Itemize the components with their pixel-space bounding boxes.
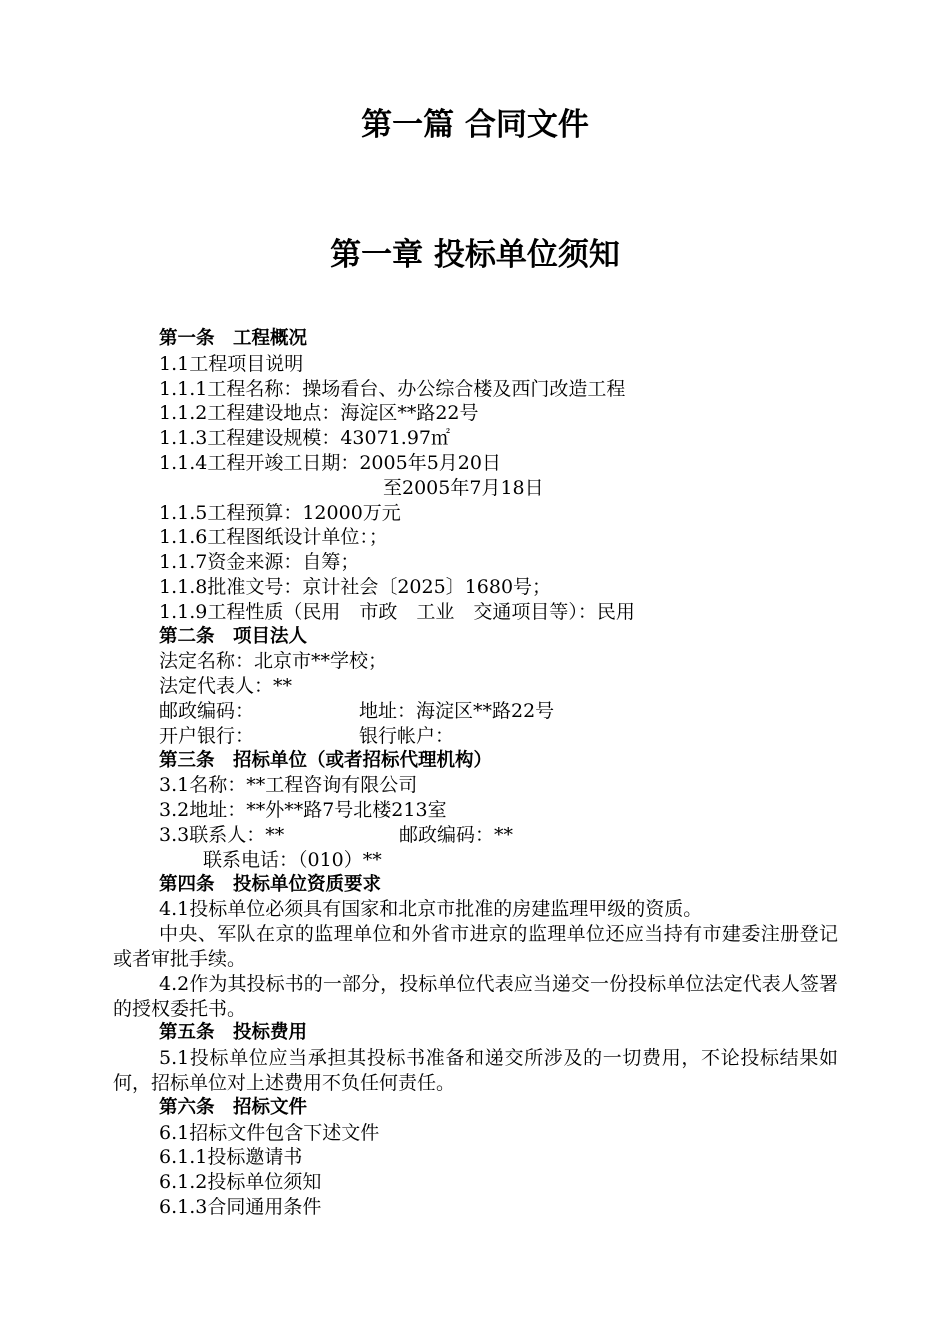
legal-representative: 法定代表人：** [159, 675, 293, 698]
tender-docs-intro: 6.1招标文件包含下述文件 [159, 1121, 380, 1144]
bidding-cost-paragraph: 5.1投标单位应当承担其投标书准备和递交所涉及的一切费用，不论投标结果如何，招标单位对上述费用不负任何责任。 [113, 1047, 838, 1094]
article-6-heading: 第六条 招标文件 [159, 1096, 308, 1118]
qualification-paragraph-1: 4.1投标单位必须具有国家和北京市批准的房建监理甲级的资质。 [159, 898, 703, 921]
approval-number: 1.1.8批准文号：京计社会〔2025〕1680号； [159, 575, 552, 598]
document-body [113, 327, 838, 1220]
project-name: 1.1.1工程名称：操场看台、办公综合楼及西门改造工程 [159, 377, 626, 400]
agency-name: 3.1名称：**工程咨询有限公司 [159, 774, 418, 797]
bank-name: 开户银行： [159, 724, 255, 747]
contact-row [113, 823, 838, 848]
project-end-date: 至2005年7月18日 [383, 476, 544, 499]
article-5-heading: 第五条 投标费用 [159, 1022, 308, 1044]
agency-contact: 3.3联系人：** [159, 823, 285, 846]
owner-address: 地址：海淀区**路22号 [359, 699, 555, 722]
article-2-heading: 第二条 项目法人 [159, 625, 308, 647]
chapter-title: 第一章 投标单位须知 [330, 237, 620, 273]
project-location: 1.1.2工程建设地点：海淀区**路22号 [159, 402, 479, 425]
project-start-date: 1.1.4工程开竣工日期：2005年5月20日 [159, 451, 501, 474]
agency-phone: 联系电话：（010）** [203, 848, 382, 871]
qualification-paragraph-2: 中央、军队在京的监理单位和外省市进京的监理单位还应当持有市建委注册登记或者审批手续。 [113, 923, 838, 970]
project-budget: 1.1.5工程预算：12000万元 [159, 501, 401, 524]
article-3-heading: 第三条 招标单位（或者招标代理机构） [159, 749, 493, 771]
legal-name: 法定名称：北京市**学校； [159, 650, 388, 673]
qualification-paragraph-3: 4.2作为其投标书的一部分，投标单位代表应当递交一份投标单位法定代表人签署的授权委托书。 [113, 972, 838, 1020]
article-4-heading: 第四条 投标单位资质要求 [159, 873, 382, 895]
funding-source: 1.1.7资金来源：自筹； [159, 551, 360, 574]
project-nature: 1.1.9工程性质（民用 市政 工业 交通项目等）：民用 [159, 600, 635, 623]
bank-account: 银行帐户： [359, 724, 455, 747]
postcode-address-row [113, 699, 838, 724]
project-description-label: 1.1工程项目说明 [159, 352, 304, 375]
agency-address: 3.2地址：**外**路7号北楼213室 [159, 799, 447, 822]
owner-postcode: 邮政编码： [159, 699, 255, 722]
part-title: 第一篇 合同文件 [361, 107, 589, 143]
tender-doc-general-conditions: 6.1.3合同通用条件 [159, 1195, 322, 1218]
article-1-heading: 第一条 工程概况 [159, 328, 308, 349]
design-unit: 1.1.6工程图纸设计单位：； [159, 526, 388, 549]
tender-doc-instructions: 6.1.2投标单位须知 [159, 1171, 322, 1194]
bank-row [113, 724, 838, 749]
agency-postcode: 邮政编码：** [399, 823, 514, 846]
tender-doc-invitation: 6.1.1投标邀请书 [159, 1146, 303, 1169]
project-scale: 1.1.3工程建设规模：43071.97㎡ [159, 427, 451, 450]
